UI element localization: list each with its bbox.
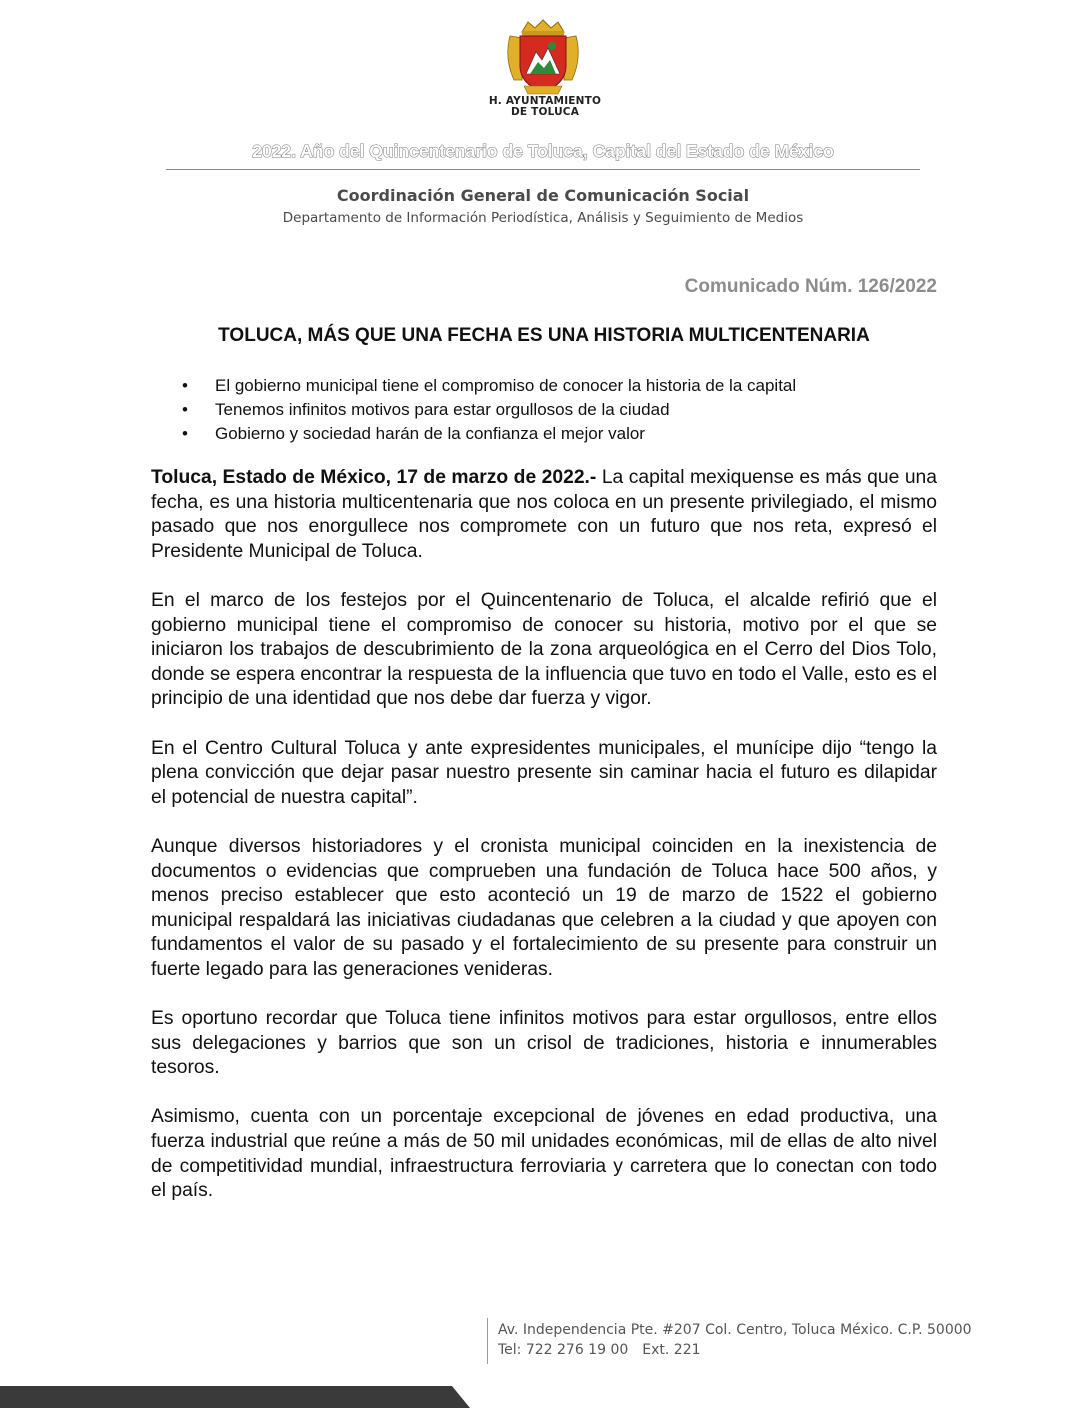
paragraph-2: En el marco de los festejos por el Quincentenario de Toluca, el alcalde refirió que el gobierno municipal tiene el compromiso de conocer su historia, motivo por el que se iniciaron los trabajos de descubrimiento de la zona arqueológica en el Cerro del Dios Tolo, donde se espera encontrar la respuesta de la influencia que tuvo en todo el Valle, esto es el principio de una identidad que nos debe dar fuerza y vigor. <box>151 589 937 710</box>
article-body <box>151 466 937 1228</box>
coordination-title: Coordinación General de Comunicación Social <box>336 186 750 205</box>
footer-extension: Ext. 221 <box>642 1342 701 1358</box>
paragraph-3: En el Centro Cultural Toluca y ante expresidentes municipales, el munícipe dijo “tengo la plena convicción que dejar pasar nuestro presente sin caminar hacia el futuro es dilapidar el potencial de nuestra capital”. <box>151 737 937 808</box>
paragraph-1 <box>151 466 937 564</box>
toluca-coat-of-arms-icon <box>500 18 586 100</box>
highlight-item: • El gobierno municipal tiene el compromiso de conocer la historia de la capital <box>180 374 940 398</box>
highlights-list <box>180 374 940 446</box>
communique-number: Comunicado Núm. 126/2022 <box>684 276 937 297</box>
paragraph-5: Es oportuno recordar que Toluca tiene infinitos motivos para estar orgullosos, entre ellos sus delegaciones y barrios que son un crisol de tradiciones, historia e innumerables tesoros. <box>151 1008 937 1079</box>
year-motto: 2022. Año del Quincentenario de Toluca, Capital del Estado de México <box>252 141 834 161</box>
footer-contact <box>498 1340 1058 1361</box>
paragraph-4: Aunque diversos historiadores y el cronista municipal coinciden en la inexistencia de documentos o evidencias que comprueben una fundación de Toluca hace 500 años, y menos preciso establecer que esto aconteció un 19 de marzo de 1522 el gobierno municipal respaldará las iniciativas ciudadanas que celebren a la ciudad y que apoyen con fundamentos el valor de su pasado y el fortalecimiento de su presente para construir un fuerte legado para las generaciones venideras. <box>151 835 937 980</box>
org-name-line1: H. AYUNTAMIENTO <box>488 95 602 107</box>
org-name-line2: DE TOLUCA <box>510 106 580 118</box>
department-title: Departamento de Información Periodística, Análisis y Seguimiento de Medios <box>282 210 804 226</box>
paragraph-1-text: La capital mexiquense es más que una fecha, es una historia multicentenaria que nos coloca en un presente privilegiado, el mismo pasado que nos enorgullece nos compromete con un futuro que nos reta, expresó el Presidente Municipal de Toluca. <box>151 467 937 562</box>
footer-accent-bar <box>0 1386 470 1408</box>
highlight-item: • Tenemos infinitos motivos para estar orgullosos de la ciudad <box>180 398 940 422</box>
org-name <box>470 96 620 118</box>
header-divider <box>166 169 920 170</box>
dateline: Toluca, Estado de México, 17 de marzo de 2022.- <box>151 467 597 488</box>
footer-phone: Tel: 722 276 19 00 <box>498 1342 629 1358</box>
paragraph-6: Asimismo, cuenta con un porcentaje excepcional de jóvenes en edad productiva, una fuerza industrial que reúne a más de 50 mil unidades económicas, mil de ellas de alto nivel de competitividad mundial, infraestructura ferroviaria y carretera que lo conectan con todo el país. <box>151 1106 937 1202</box>
footer-divider <box>487 1318 488 1364</box>
highlight-item: • Gobierno y sociedad harán de la confianza el mejor valor <box>180 422 940 446</box>
footer-address: Av. Independencia Pte. #207 Col. Centro, Toluca México. C.P. 50000 <box>498 1322 972 1338</box>
headline: TOLUCA, MÁS QUE UNA FECHA ES UNA HISTORIA MULTICENTENARIA <box>218 325 870 346</box>
